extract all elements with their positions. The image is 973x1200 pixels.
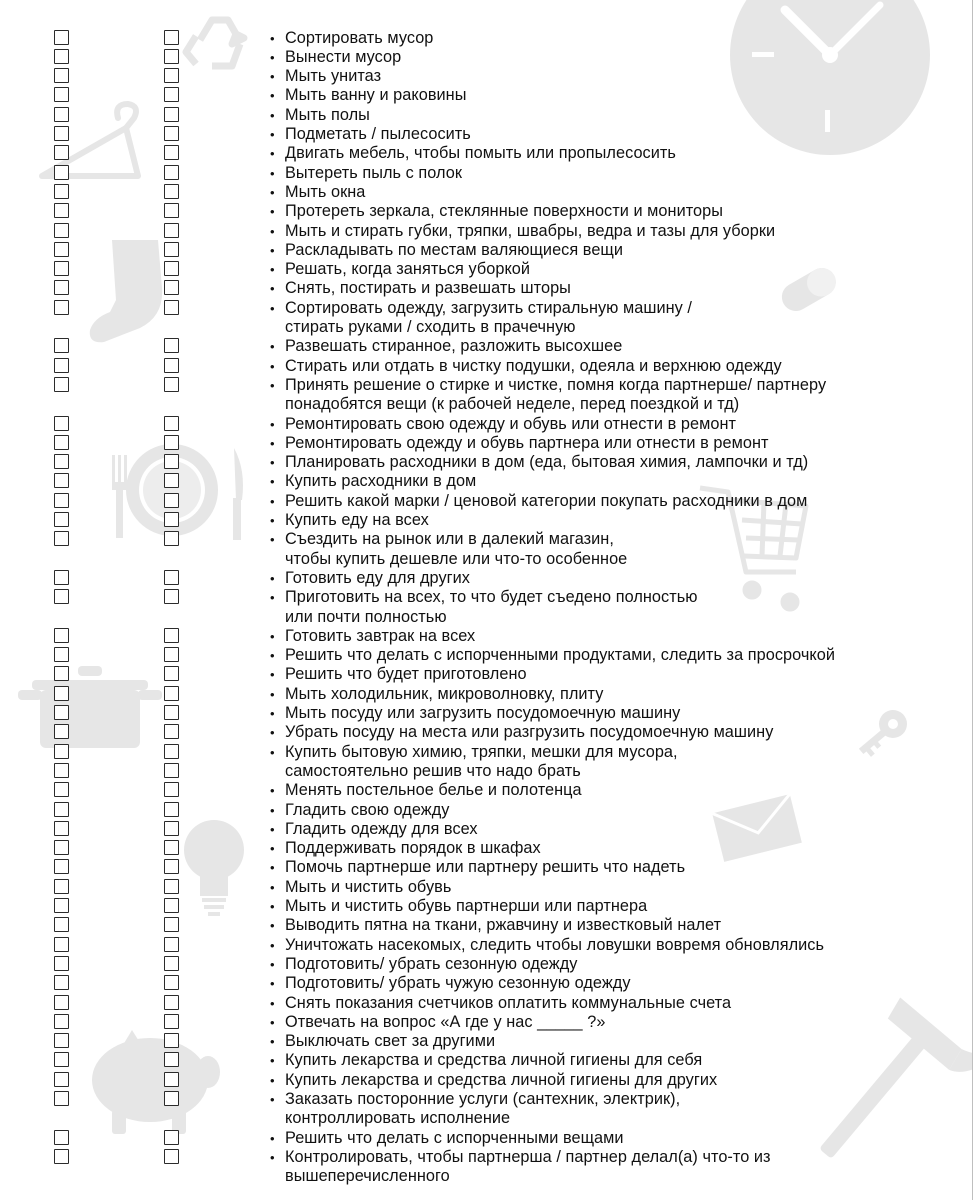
checkbox-partner-b[interactable] xyxy=(164,956,179,971)
checkbox-partner-a[interactable] xyxy=(54,802,69,817)
checkbox-partner-b[interactable] xyxy=(164,628,179,643)
checkbox-partner-a[interactable] xyxy=(54,666,69,681)
checklist-item xyxy=(0,511,973,530)
checklist-item-label: Выводить пятна на ткани, ржавчину и известковый налет xyxy=(285,916,722,935)
checkbox-partner-b[interactable] xyxy=(164,647,179,662)
checklist-item-continuation xyxy=(0,395,973,414)
checklist-item xyxy=(0,685,973,704)
checkbox-partner-a[interactable] xyxy=(54,589,69,604)
bullet-icon: • xyxy=(270,1014,275,1030)
checklist-item-label: Раскладывать по местам валяющиеся вещи xyxy=(285,240,624,259)
checklist-item-label: Снять, постирать и развешать шторы xyxy=(285,279,571,298)
checkbox-partner-b[interactable] xyxy=(164,1091,179,1106)
checklist-item-label: Уничтожать насекомых, следить чтобы ловушки вовремя обновлялись xyxy=(285,935,824,954)
checklist-item-label: Подготовить/ убрать сезонную одежду xyxy=(285,954,578,973)
bullet-icon: • xyxy=(270,493,275,509)
checklist-item xyxy=(0,67,973,86)
bullet-icon: • xyxy=(270,300,275,316)
checkbox-partner-a[interactable] xyxy=(54,377,69,392)
checkbox-partner-b[interactable] xyxy=(164,1014,179,1029)
checklist-item xyxy=(0,1032,973,1051)
bullet-icon: • xyxy=(270,1092,275,1107)
checklist-item-label: Стирать или отдать в чистку подушки, одеяла и верхнюю одежду xyxy=(285,356,782,375)
checkbox-partner-a[interactable] xyxy=(54,647,69,662)
checkbox-partner-a[interactable] xyxy=(54,859,69,874)
checklist-item-label: Помочь партнерше или партнеру решить что надеть xyxy=(285,858,686,877)
checklist-item-label: Заказать посторонние услуги (сантехник, электрик), xyxy=(285,1090,681,1108)
checklist-item xyxy=(0,839,973,858)
checklist-item-label: Ремонтировать одежду и обувь партнера или отнести в ремонт xyxy=(285,433,769,452)
bullet-icon: • xyxy=(270,435,275,451)
checkbox-partner-b[interactable] xyxy=(164,589,179,604)
checkbox-partner-a[interactable] xyxy=(54,30,69,45)
bullet-icon: • xyxy=(270,590,275,606)
checkbox-partner-b[interactable] xyxy=(164,126,179,141)
checkbox-partner-b[interactable] xyxy=(164,30,179,45)
checklist-item xyxy=(0,241,973,260)
bullet-icon: • xyxy=(270,821,275,837)
checklist-item-continuation xyxy=(0,550,973,569)
checkbox-partner-b[interactable] xyxy=(164,802,179,817)
checkbox-partner-a[interactable] xyxy=(54,49,69,64)
checkbox-partner-b[interactable] xyxy=(164,377,179,392)
checkbox-partner-a[interactable] xyxy=(54,956,69,971)
checklist-item xyxy=(0,897,973,916)
checkbox-partner-b[interactable] xyxy=(164,531,179,546)
bullet-icon: • xyxy=(270,879,275,895)
bullet-icon: • xyxy=(270,146,275,162)
checklist-item-label: Купить лекарства и средства личной гигиены для других xyxy=(285,1070,718,1089)
checklist-item-label: Решить что будет приготовлено xyxy=(285,665,527,684)
checklist-item-label: Снять показания счетчиков оплатить коммунальные счета xyxy=(285,993,732,1012)
checkbox-partner-a[interactable] xyxy=(54,280,69,295)
checklist-item xyxy=(0,801,973,820)
checklist-item-label: Подметать / пылесосить xyxy=(285,125,471,143)
bullet-icon: • xyxy=(270,416,275,432)
bullet-icon: • xyxy=(270,358,275,374)
checkbox-partner-b[interactable] xyxy=(164,570,179,585)
bullet-icon: • xyxy=(270,899,275,914)
checkbox-partner-b[interactable] xyxy=(164,686,179,701)
checkbox-partner-a[interactable] xyxy=(54,242,69,257)
checkbox-partner-b[interactable] xyxy=(164,261,179,276)
checklist-item xyxy=(0,164,973,183)
checklist-item-label: Вынести мусор xyxy=(285,47,402,66)
checkbox-partner-a[interactable] xyxy=(54,937,69,952)
checklist-item xyxy=(0,1129,973,1148)
checklist-item-label: Готовить еду для других xyxy=(285,568,470,587)
checkbox-partner-a[interactable] xyxy=(54,126,69,141)
checklist-item xyxy=(0,1013,973,1032)
checkbox-partner-a[interactable] xyxy=(54,68,69,83)
checklist-item-label: Выключать свет за другими xyxy=(285,1032,496,1051)
checkbox-partner-a[interactable] xyxy=(54,493,69,508)
checkbox-partner-b[interactable] xyxy=(164,68,179,83)
checklist-item xyxy=(0,530,973,549)
checkbox-partner-b[interactable] xyxy=(164,705,179,720)
checkbox-partner-a[interactable] xyxy=(54,879,69,894)
checkbox-partner-a[interactable] xyxy=(54,975,69,990)
checkbox-partner-a[interactable] xyxy=(54,705,69,720)
checklist-item-label: Купить расходники в дом xyxy=(285,472,477,491)
checkbox-partner-b[interactable] xyxy=(164,898,179,913)
checklist-item-label: Поддерживать порядок в шкафах xyxy=(285,839,541,858)
checkbox-partner-b[interactable] xyxy=(164,937,179,952)
checklist-item xyxy=(0,492,973,511)
checklist-item-label: Ремонтировать свою одежду и обувь или отнести в ремонт xyxy=(285,414,736,433)
checklist-item xyxy=(0,878,973,897)
checklist-item-label: Решить что делать с испорченными продуктами, следить за просрочкой xyxy=(285,646,835,665)
checklist-item-label: Развешать стиранное, разложить высохшее xyxy=(285,337,623,356)
bullet-icon: • xyxy=(270,339,275,355)
checklist-item xyxy=(0,1071,973,1090)
checkbox-partner-a[interactable] xyxy=(54,1072,69,1087)
checklist-item xyxy=(0,125,973,144)
bullet-icon: • xyxy=(270,1072,275,1088)
checkbox-partner-a[interactable] xyxy=(54,223,69,238)
checklist-item xyxy=(0,48,973,67)
bullet-icon: • xyxy=(270,513,275,528)
checklist-item-continuation xyxy=(0,1109,973,1128)
checkbox-partner-a[interactable] xyxy=(54,917,69,932)
checklist-item xyxy=(0,144,973,163)
bullet-icon: • xyxy=(270,281,275,297)
checklist-item xyxy=(0,337,973,356)
checklist-item-label: Решить что делать с испорченными вещами xyxy=(285,1128,624,1147)
checkbox-partner-a[interactable] xyxy=(54,416,69,431)
checkbox-partner-a[interactable] xyxy=(54,821,69,836)
checkbox-partner-a[interactable] xyxy=(54,165,69,180)
checklist-item-label: Отвечать на вопрос «А где у нас _____ ?» xyxy=(285,1012,606,1031)
checklist-item-label: Контролировать, чтобы партнерша / партнер делал(а) что-то из xyxy=(285,1147,771,1166)
bullet-icon: • xyxy=(270,165,275,181)
bullet-icon: • xyxy=(270,184,275,200)
checklist-item-continuation xyxy=(0,608,973,627)
bullet-icon: • xyxy=(270,802,275,818)
checklist-item-label: Готовить завтрак на всех xyxy=(285,626,476,645)
bullet-icon: • xyxy=(270,667,275,683)
checkbox-partner-b[interactable] xyxy=(164,145,179,160)
checklist-item-label: Купить бытовую химию, тряпки, мешки для мусора, xyxy=(285,742,678,761)
checkbox-partner-b[interactable] xyxy=(164,165,179,180)
checklist-item xyxy=(0,106,973,125)
checkbox-partner-b[interactable] xyxy=(164,879,179,894)
checklist-item-label: Мыть ванну и раковины xyxy=(285,86,467,105)
bullet-icon: • xyxy=(270,628,275,644)
checkbox-partner-b[interactable] xyxy=(164,280,179,295)
checkbox-partner-b[interactable] xyxy=(164,1149,179,1164)
checklist-item xyxy=(0,858,973,877)
checklist-item xyxy=(0,299,973,318)
checklist-item xyxy=(0,916,973,935)
checkbox-partner-b[interactable] xyxy=(164,454,179,469)
checkbox-partner-b[interactable] xyxy=(164,782,179,797)
checklist-item-label: Мыть унитаз xyxy=(285,67,382,86)
checkbox-partner-b[interactable] xyxy=(164,300,179,315)
checklist-item xyxy=(0,472,973,491)
checklist-item xyxy=(0,1148,973,1167)
checkbox-partner-a[interactable] xyxy=(54,145,69,160)
checklist-item-label: Съездить на рынок или в далекий магазин, xyxy=(285,530,614,549)
checklist-item xyxy=(0,1090,973,1109)
checklist-item xyxy=(0,434,973,453)
checklist-item-label: Мыть и стирать губки, тряпки, швабры, ведра и тазы для уборки xyxy=(285,221,776,240)
checkbox-partner-b[interactable] xyxy=(164,1072,179,1087)
bullet-icon: • xyxy=(270,88,275,104)
checkbox-partner-a[interactable] xyxy=(54,686,69,701)
checkbox-partner-b[interactable] xyxy=(164,107,179,122)
checkbox-partner-a[interactable] xyxy=(54,763,69,778)
checkbox-partner-b[interactable] xyxy=(164,917,179,932)
checkbox-partner-b[interactable] xyxy=(164,666,179,681)
checklist-item-label: Планировать расходники в дом (еда, бытовая химия, лампочки и тд) xyxy=(285,453,809,472)
checklist-item-label: Купить еду на всех xyxy=(285,511,429,529)
bullet-icon: • xyxy=(270,532,275,548)
bullet-icon: • xyxy=(270,262,275,278)
checklist-item-label: Менять постельное белье и полотенца xyxy=(285,781,582,800)
checkbox-partner-a[interactable] xyxy=(54,435,69,450)
checklist-item-label: Мыть окна xyxy=(285,182,366,201)
checkbox-partner-b[interactable] xyxy=(164,821,179,836)
checkbox-partner-a[interactable] xyxy=(54,454,69,469)
checkbox-partner-a[interactable] xyxy=(54,744,69,759)
checklist-item-label: стирать руками / сходить в прачечную xyxy=(285,318,576,336)
checkbox-partner-b[interactable] xyxy=(164,184,179,199)
checklist-item xyxy=(0,820,973,839)
bullet-icon: • xyxy=(270,725,275,741)
bullet-icon: • xyxy=(270,648,275,664)
checkbox-partner-b[interactable] xyxy=(164,840,179,855)
checkbox-partner-a[interactable] xyxy=(54,724,69,739)
bullet-icon: • xyxy=(270,1130,275,1146)
checkbox-partner-a[interactable] xyxy=(54,531,69,546)
checklist-item-continuation xyxy=(0,318,973,337)
checklist-item xyxy=(0,665,973,684)
checkbox-partner-a[interactable] xyxy=(54,1149,69,1164)
checklist-item xyxy=(0,936,973,955)
checklist-item-label: Подготовить/ убрать чужую сезонную одежду xyxy=(285,974,631,993)
checklist-item xyxy=(0,955,973,974)
checkbox-partner-b[interactable] xyxy=(164,242,179,257)
checklist-item xyxy=(0,260,973,279)
checklist-item xyxy=(0,453,973,472)
checkbox-partner-b[interactable] xyxy=(164,87,179,102)
checklist-item-label: Гладить одежду для всех xyxy=(285,819,478,838)
checkbox-partner-b[interactable] xyxy=(164,203,179,218)
bullet-icon: • xyxy=(270,995,275,1011)
bullet-icon: • xyxy=(270,686,275,702)
checkbox-partner-a[interactable] xyxy=(54,300,69,315)
checklist-item-label: Гладить свою одежду xyxy=(285,800,450,819)
checkbox-partner-a[interactable] xyxy=(54,473,69,488)
bullet-icon: • xyxy=(270,956,275,972)
checkbox-partner-a[interactable] xyxy=(54,1033,69,1048)
checklist-item xyxy=(0,279,973,298)
checklist-item-label: Сортировать мусор xyxy=(285,28,434,47)
checklist-item xyxy=(0,202,973,221)
checklist-item-label: Мыть и чистить обувь xyxy=(285,877,452,896)
bullet-icon: • xyxy=(270,30,275,46)
checklist-item xyxy=(0,569,973,588)
checklist-item xyxy=(0,86,973,105)
checklist-item-label: Вытереть пыль с полок xyxy=(285,163,463,182)
checklist-item-label: или почти полностью xyxy=(285,607,447,626)
checkbox-partner-b[interactable] xyxy=(164,473,179,488)
checklist-item-label: чтобы купить дешевле или что-то особенное xyxy=(285,549,628,568)
checklist-item xyxy=(0,743,973,762)
bullet-icon: • xyxy=(270,1034,275,1050)
bullet-icon: • xyxy=(270,744,275,760)
checkbox-partner-a[interactable] xyxy=(54,1130,69,1145)
checklist-item-continuation xyxy=(0,762,973,781)
checklist-item xyxy=(0,723,973,742)
checkbox-partner-b[interactable] xyxy=(164,358,179,373)
checklist-item xyxy=(0,704,973,723)
checklist-item-label: Решить какой марки / ценовой категории покупать расходники в дом xyxy=(285,491,808,510)
checklist-item-label: Убрать посуду на места или разгрузить посудомоечную машину xyxy=(285,723,774,742)
checkbox-partner-a[interactable] xyxy=(54,995,69,1010)
checkbox-partner-a[interactable] xyxy=(54,840,69,855)
bullet-icon: • xyxy=(270,49,275,65)
checkbox-partner-a[interactable] xyxy=(54,1091,69,1106)
checklist-item xyxy=(0,183,973,202)
checklist-item xyxy=(0,994,973,1013)
checkbox-partner-a[interactable] xyxy=(54,358,69,373)
checklist-item-label: Двигать мебель, чтобы помыть или пропылесосить xyxy=(285,144,676,163)
bullet-icon: • xyxy=(270,204,275,220)
checkbox-partner-b[interactable] xyxy=(164,1052,179,1067)
bullet-icon: • xyxy=(270,127,275,142)
checkbox-partner-b[interactable] xyxy=(164,975,179,990)
checklist-item xyxy=(0,588,973,607)
checkbox-partner-b[interactable] xyxy=(164,1130,179,1145)
bullet-icon: • xyxy=(270,841,275,857)
checkbox-partner-a[interactable] xyxy=(54,203,69,218)
checklist-item-label: вышеперечисленного xyxy=(285,1167,450,1186)
checklist-item xyxy=(0,357,973,376)
checkbox-partner-b[interactable] xyxy=(164,724,179,739)
checklist-item-label: Приготовить на всех, то что будет съедено полностью xyxy=(285,588,698,607)
checkbox-partner-a[interactable] xyxy=(54,512,69,527)
checklist-item-label: понадобятся вещи (к рабочей неделе, перед поездкой и тд) xyxy=(285,395,740,414)
checkbox-partner-b[interactable] xyxy=(164,49,179,64)
bullet-icon: • xyxy=(270,474,275,490)
checkbox-partner-b[interactable] xyxy=(164,1033,179,1048)
checkbox-partner-b[interactable] xyxy=(164,763,179,778)
checklist-item xyxy=(0,627,973,646)
bullet-icon: • xyxy=(270,242,275,258)
checklist-item xyxy=(0,781,973,800)
checkbox-partner-a[interactable] xyxy=(54,1052,69,1067)
bullet-icon: • xyxy=(270,937,275,953)
checklist-item-label: Мыть посуду или загрузить посудомоечную машину xyxy=(285,704,681,722)
checklist-item xyxy=(0,376,973,395)
bullet-icon: • xyxy=(270,107,275,123)
checklist-item xyxy=(0,1051,973,1070)
checklist-item-label: Решать, когда заняться уборкой xyxy=(285,260,531,279)
checkbox-partner-a[interactable] xyxy=(54,628,69,643)
checklist-item-label: Мыть и чистить обувь партнерши или партнера xyxy=(285,897,648,915)
checklist-item-label: Мыть полы xyxy=(285,105,370,124)
checkbox-partner-a[interactable] xyxy=(54,782,69,797)
bullet-icon: • xyxy=(270,860,275,876)
checkbox-partner-a[interactable] xyxy=(54,1014,69,1029)
checklist-item-label: контроллировать исполнение xyxy=(285,1109,511,1128)
checkbox-partner-a[interactable] xyxy=(54,107,69,122)
checkbox-partner-b[interactable] xyxy=(164,744,179,759)
checklist-item xyxy=(0,415,973,434)
checklist-item-label: самостоятельно решив что надо брать xyxy=(285,761,581,780)
checkbox-partner-b[interactable] xyxy=(164,493,179,508)
checkbox-partner-b[interactable] xyxy=(164,859,179,874)
checkbox-partner-b[interactable] xyxy=(164,223,179,238)
bullet-icon: • xyxy=(270,223,275,239)
checkbox-partner-a[interactable] xyxy=(54,898,69,913)
bullet-icon: • xyxy=(270,1053,275,1069)
bullet-icon: • xyxy=(270,69,275,85)
checklist-item-label: Мыть холодильник, микроволновку, плиту xyxy=(285,684,604,703)
bullet-icon: • xyxy=(270,918,275,934)
checkbox-partner-b[interactable] xyxy=(164,435,179,450)
bullet-icon: • xyxy=(270,455,275,471)
checklist-item-label: Сортировать одежду, загрузить стиральную машину / xyxy=(285,298,692,317)
checkbox-partner-a[interactable] xyxy=(54,261,69,276)
checklist-item xyxy=(0,29,973,48)
bullet-icon: • xyxy=(270,976,275,992)
bullet-icon: • xyxy=(270,377,275,393)
checklist-item-continuation xyxy=(0,1167,973,1186)
checklist-item xyxy=(0,222,973,241)
checkbox-partner-b[interactable] xyxy=(164,338,179,353)
bullet-icon: • xyxy=(270,706,275,721)
checkbox-partner-b[interactable] xyxy=(164,995,179,1010)
checkbox-partner-b[interactable] xyxy=(164,512,179,527)
checkbox-partner-a[interactable] xyxy=(54,87,69,102)
checklist-item xyxy=(0,974,973,993)
checkbox-partner-a[interactable] xyxy=(54,184,69,199)
checklist-item xyxy=(0,646,973,665)
bullet-icon: • xyxy=(270,570,275,586)
checkbox-partner-b[interactable] xyxy=(164,416,179,431)
checkbox-partner-a[interactable] xyxy=(54,570,69,585)
checklist-item-label: Купить лекарства и средства личной гигиены для себя xyxy=(285,1051,703,1070)
checkbox-partner-a[interactable] xyxy=(54,338,69,353)
checklist-item-label: Принять решение о стирке и чистке, помня когда партнерше/ партнеру xyxy=(285,375,827,394)
checklist-item-label: Протереть зеркала, стеклянные поверхности и мониторы xyxy=(285,202,724,221)
bullet-icon: • xyxy=(270,783,275,799)
bullet-icon: • xyxy=(270,1149,275,1165)
